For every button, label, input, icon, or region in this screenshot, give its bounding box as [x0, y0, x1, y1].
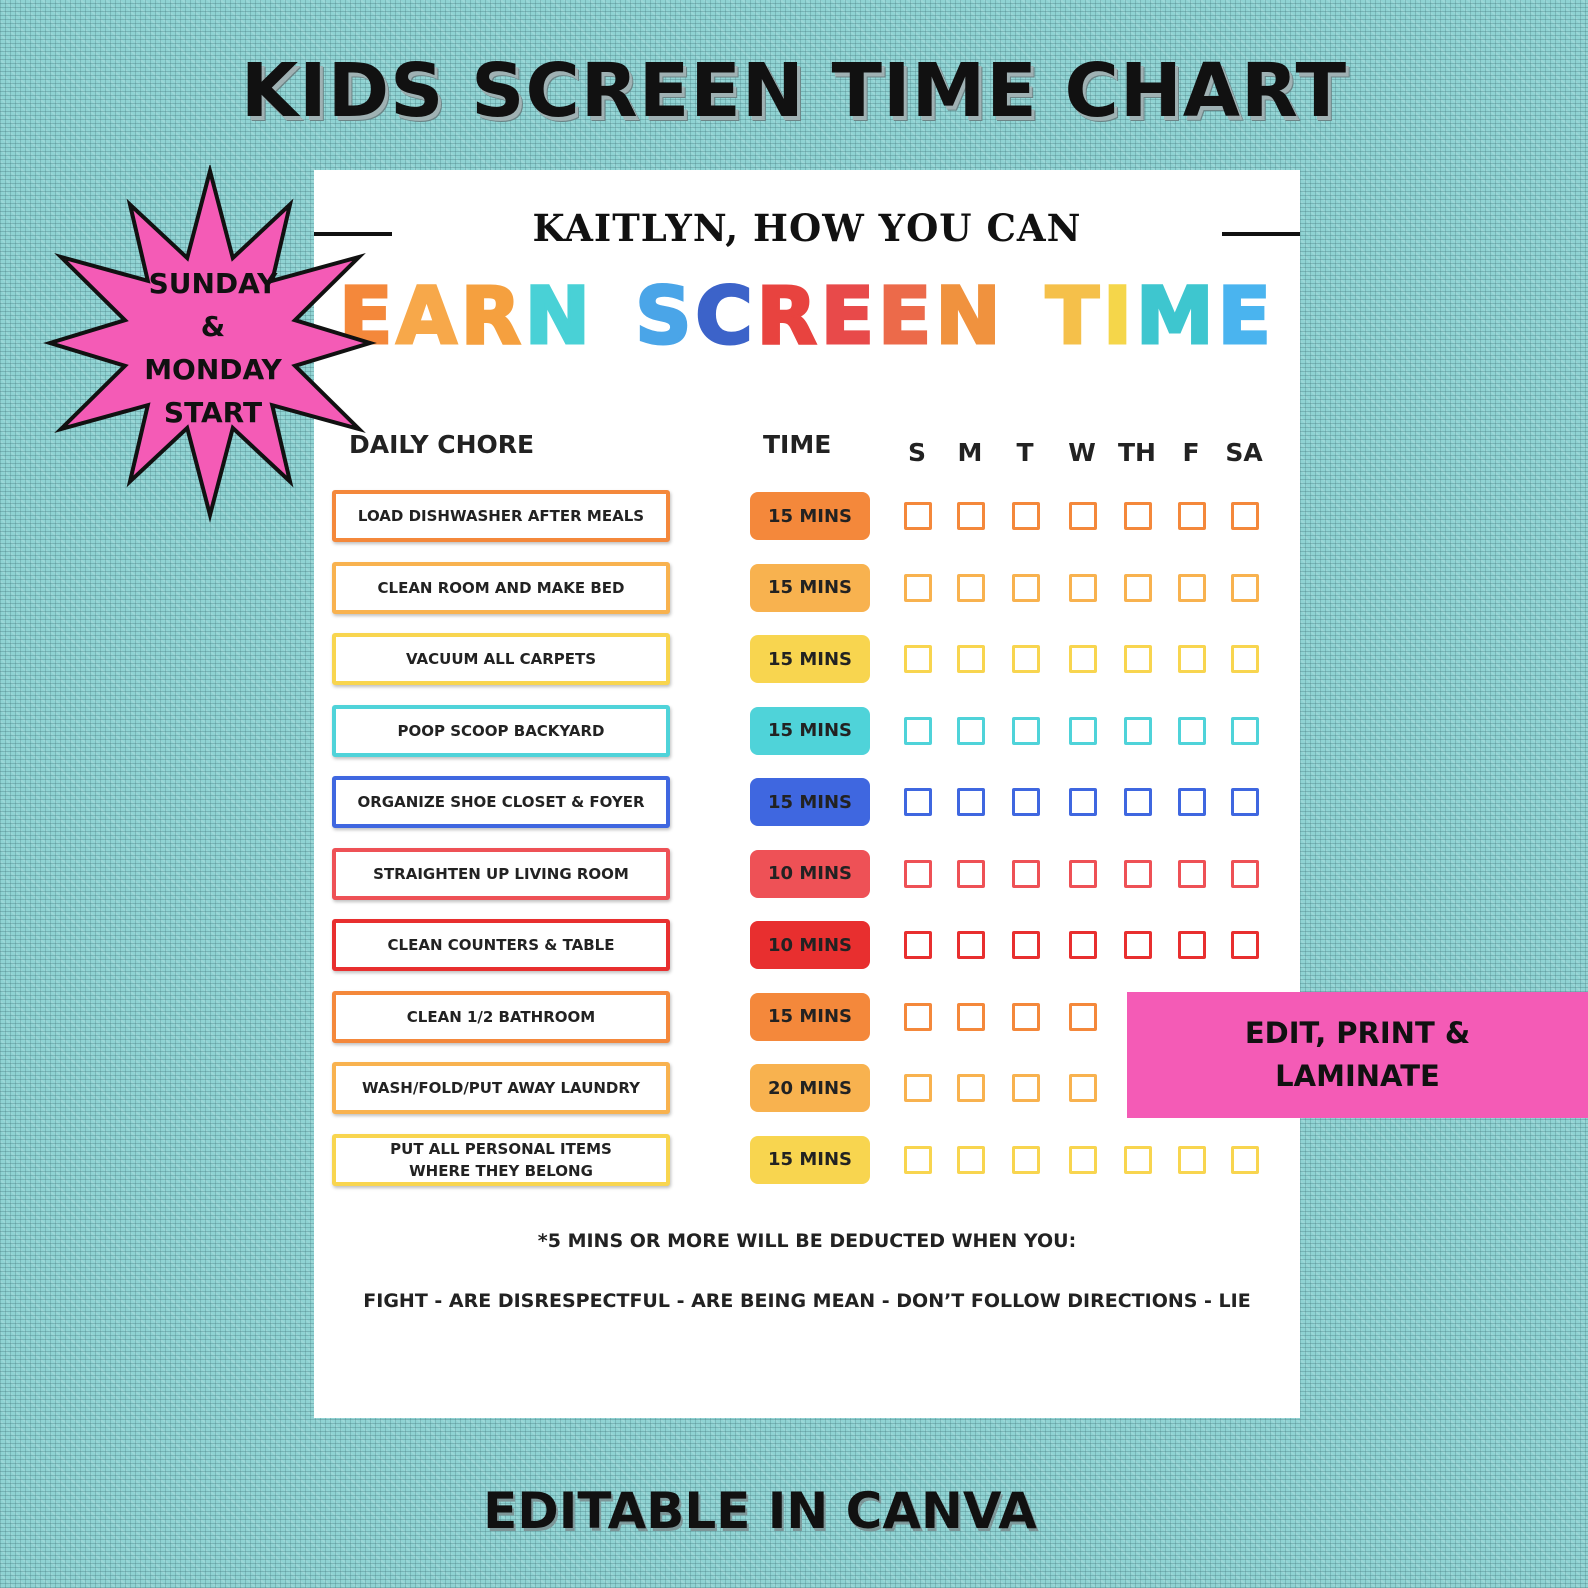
day-checkbox[interactable] — [1012, 860, 1040, 888]
day-checkbox[interactable] — [904, 717, 932, 745]
day-checkbox[interactable] — [957, 1003, 985, 1031]
chore-label-box — [332, 633, 670, 685]
day-checkbox[interactable] — [1124, 574, 1152, 602]
chore-label: POOP SCOOP BACKYARD — [397, 721, 605, 740]
day-checkbox[interactable] — [957, 788, 985, 816]
chore-label-box — [332, 705, 670, 757]
day-checkbox[interactable] — [1178, 502, 1206, 530]
badge-line-1: SUNDAY — [148, 267, 278, 300]
chore-row — [314, 1134, 1300, 1190]
day-checkbox[interactable] — [1124, 860, 1152, 888]
footer-title: EDITABLE IN CANVA — [483, 1482, 1037, 1540]
time-header: TIME — [763, 430, 832, 459]
headline-letter — [1005, 272, 1036, 362]
day-checkbox[interactable] — [1178, 574, 1206, 602]
chore-row — [314, 562, 1300, 618]
deduction-note: *5 MINS OR MORE WILL BE DEDUCTED WHEN YOU: — [537, 1230, 1077, 1252]
badge-line-3: MONDAY — [144, 353, 282, 386]
time-pill: 15 MINS — [750, 778, 870, 826]
chore-label: STRAIGHTEN UP LIVING ROOM — [373, 864, 629, 883]
chore-label: CLEAN 1/2 BATHROOM — [406, 1007, 596, 1026]
main-title: KIDS SCREEN TIME CHART — [240, 48, 1348, 134]
chore-label: LOAD DISHWASHER AFTER MEALS — [357, 507, 645, 525]
day-checkbox[interactable] — [904, 1074, 932, 1102]
day-checkbox[interactable] — [904, 860, 932, 888]
chore-label-box — [332, 562, 670, 614]
day-checkbox[interactable] — [1069, 1003, 1097, 1031]
day-header: M — [957, 438, 983, 467]
time-pill: 15 MINS — [750, 635, 870, 683]
day-checkbox[interactable] — [1012, 717, 1040, 745]
day-checkbox[interactable] — [957, 574, 985, 602]
day-checkbox[interactable] — [1178, 717, 1206, 745]
day-checkbox[interactable] — [1069, 788, 1097, 816]
daily-chore-header: DAILY CHORE — [349, 430, 535, 459]
day-checkbox[interactable] — [904, 1146, 932, 1174]
chore-label: CLEAN COUNTERS & TABLE — [387, 936, 615, 954]
day-checkbox[interactable] — [1178, 860, 1206, 888]
headline-letter: R — [756, 272, 821, 362]
chore-label: CLEAN ROOM AND MAKE BED — [377, 578, 625, 597]
day-checkbox[interactable] — [957, 1146, 985, 1174]
earn-screen-time-heading — [314, 272, 1300, 362]
day-checkbox[interactable] — [904, 788, 932, 816]
day-header: SA — [1225, 438, 1263, 467]
chore-label-box — [332, 1134, 670, 1186]
headline-letter: N — [935, 272, 1005, 362]
chore-label-box — [332, 848, 670, 900]
chore-row — [314, 705, 1300, 761]
day-checkbox[interactable] — [1069, 1146, 1097, 1174]
headline-letter: T — [1045, 272, 1103, 362]
chore-label-box — [332, 1062, 670, 1114]
day-checkbox[interactable] — [1069, 931, 1097, 959]
day-checkbox[interactable] — [1124, 788, 1152, 816]
day-checkbox[interactable] — [1231, 1146, 1259, 1174]
edit-banner-text: EDIT, PRINT & LAMINATE — [1244, 1016, 1471, 1093]
day-checkbox[interactable] — [1231, 788, 1259, 816]
chore-row — [314, 490, 1300, 546]
chore-label: ORGANIZE SHOE CLOSET & FOYER — [357, 793, 645, 811]
day-checkbox[interactable] — [904, 574, 932, 602]
day-checkbox[interactable] — [1069, 502, 1097, 530]
badge-line-2: & — [200, 310, 226, 343]
day-checkbox[interactable] — [957, 860, 985, 888]
time-pill: 15 MINS — [750, 492, 870, 540]
chart-sheet — [314, 170, 1300, 1418]
headline-letter: N — [524, 272, 595, 362]
chore-label: VACUUM ALL CARPETS — [405, 650, 597, 668]
headline-letter: E — [820, 272, 879, 362]
day-checkbox[interactable] — [1069, 860, 1097, 888]
day-checkbox[interactable] — [904, 645, 932, 673]
day-checkbox[interactable] — [1124, 717, 1152, 745]
day-checkbox[interactable] — [1178, 1146, 1206, 1174]
day-checkbox[interactable] — [1012, 645, 1040, 673]
day-checkbox[interactable] — [1012, 788, 1040, 816]
time-pill: 10 MINS — [750, 921, 870, 969]
chore-label-box — [332, 919, 670, 971]
chore-label: PUT ALL PERSONAL ITEMS WHERE THEY BELONG — [390, 1139, 612, 1180]
day-checkbox[interactable] — [1012, 574, 1040, 602]
headline-letter: E — [1217, 272, 1275, 362]
day-checkbox[interactable] — [1124, 645, 1152, 673]
day-header: T — [1016, 438, 1034, 467]
headline-letter: R — [460, 272, 525, 362]
day-checkbox[interactable] — [1231, 502, 1259, 530]
day-checkbox[interactable] — [957, 717, 985, 745]
day-checkbox[interactable] — [957, 1074, 985, 1102]
headline-letter: A — [396, 272, 461, 362]
day-header: F — [1182, 438, 1200, 467]
time-pill: 20 MINS — [750, 1064, 870, 1112]
day-checkbox[interactable] — [1012, 1074, 1040, 1102]
day-checkbox[interactable] — [904, 502, 932, 530]
greeting-heading: KAITLYN, HOW YOU CAN — [532, 206, 1082, 250]
day-checkbox[interactable] — [1231, 717, 1259, 745]
deduction-behaviors: FIGHT - ARE DISRESPECTFUL - ARE BEING MEAN - DON’T FOLLOW DIRECTIONS - LIE — [363, 1290, 1251, 1312]
start-day-badge-text — [118, 262, 308, 434]
day-header: W — [1068, 438, 1096, 467]
edit-print-laminate-banner — [1127, 992, 1588, 1118]
day-checkbox[interactable] — [1012, 931, 1040, 959]
chore-row — [314, 919, 1300, 975]
headline-letter: E — [878, 272, 936, 362]
headline-letter: M — [1136, 272, 1218, 362]
chore-label-box — [332, 776, 670, 828]
day-checkbox[interactable] — [957, 645, 985, 673]
time-pill: 10 MINS — [750, 850, 870, 898]
day-checkbox[interactable] — [1124, 931, 1152, 959]
day-checkbox[interactable] — [1012, 502, 1040, 530]
time-pill: 15 MINS — [750, 707, 870, 755]
day-checkbox[interactable] — [1231, 860, 1259, 888]
day-checkbox[interactable] — [1012, 1146, 1040, 1174]
day-checkbox[interactable] — [1178, 931, 1206, 959]
chore-label-box — [332, 991, 670, 1043]
day-checkbox[interactable] — [1231, 931, 1259, 959]
day-checkbox[interactable] — [957, 931, 985, 959]
day-header: TH — [1118, 438, 1156, 467]
day-checkbox[interactable] — [1069, 717, 1097, 745]
day-checkbox[interactable] — [1069, 574, 1097, 602]
day-checkbox[interactable] — [904, 1003, 932, 1031]
time-pill: 15 MINS — [750, 564, 870, 612]
chore-row — [314, 848, 1300, 904]
chore-row — [314, 633, 1300, 689]
day-checkbox[interactable] — [1231, 645, 1259, 673]
day-checkbox[interactable] — [1012, 1003, 1040, 1031]
time-pill: 15 MINS — [750, 1136, 870, 1184]
headline-letter: C — [695, 272, 757, 362]
chore-label: WASH/FOLD/PUT AWAY LAUNDRY — [362, 1079, 640, 1097]
badge-line-4: START — [163, 396, 263, 429]
day-checkbox[interactable] — [1124, 502, 1152, 530]
day-checkbox[interactable] — [1178, 788, 1206, 816]
time-pill: 15 MINS — [750, 993, 870, 1041]
chore-row — [314, 776, 1300, 832]
day-checkbox[interactable] — [904, 931, 932, 959]
day-header: S — [907, 438, 926, 467]
day-checkbox[interactable] — [1069, 1074, 1097, 1102]
day-checkbox[interactable] — [957, 502, 985, 530]
day-checkbox[interactable] — [1178, 645, 1206, 673]
headline-letter — [594, 272, 625, 362]
day-checkbox[interactable] — [1124, 1146, 1152, 1174]
headline-letter: I — [1102, 272, 1137, 362]
headline-letter: S — [635, 272, 696, 362]
day-checkbox[interactable] — [1069, 645, 1097, 673]
headline-letter: E — [339, 272, 397, 362]
day-checkbox[interactable] — [1231, 574, 1259, 602]
